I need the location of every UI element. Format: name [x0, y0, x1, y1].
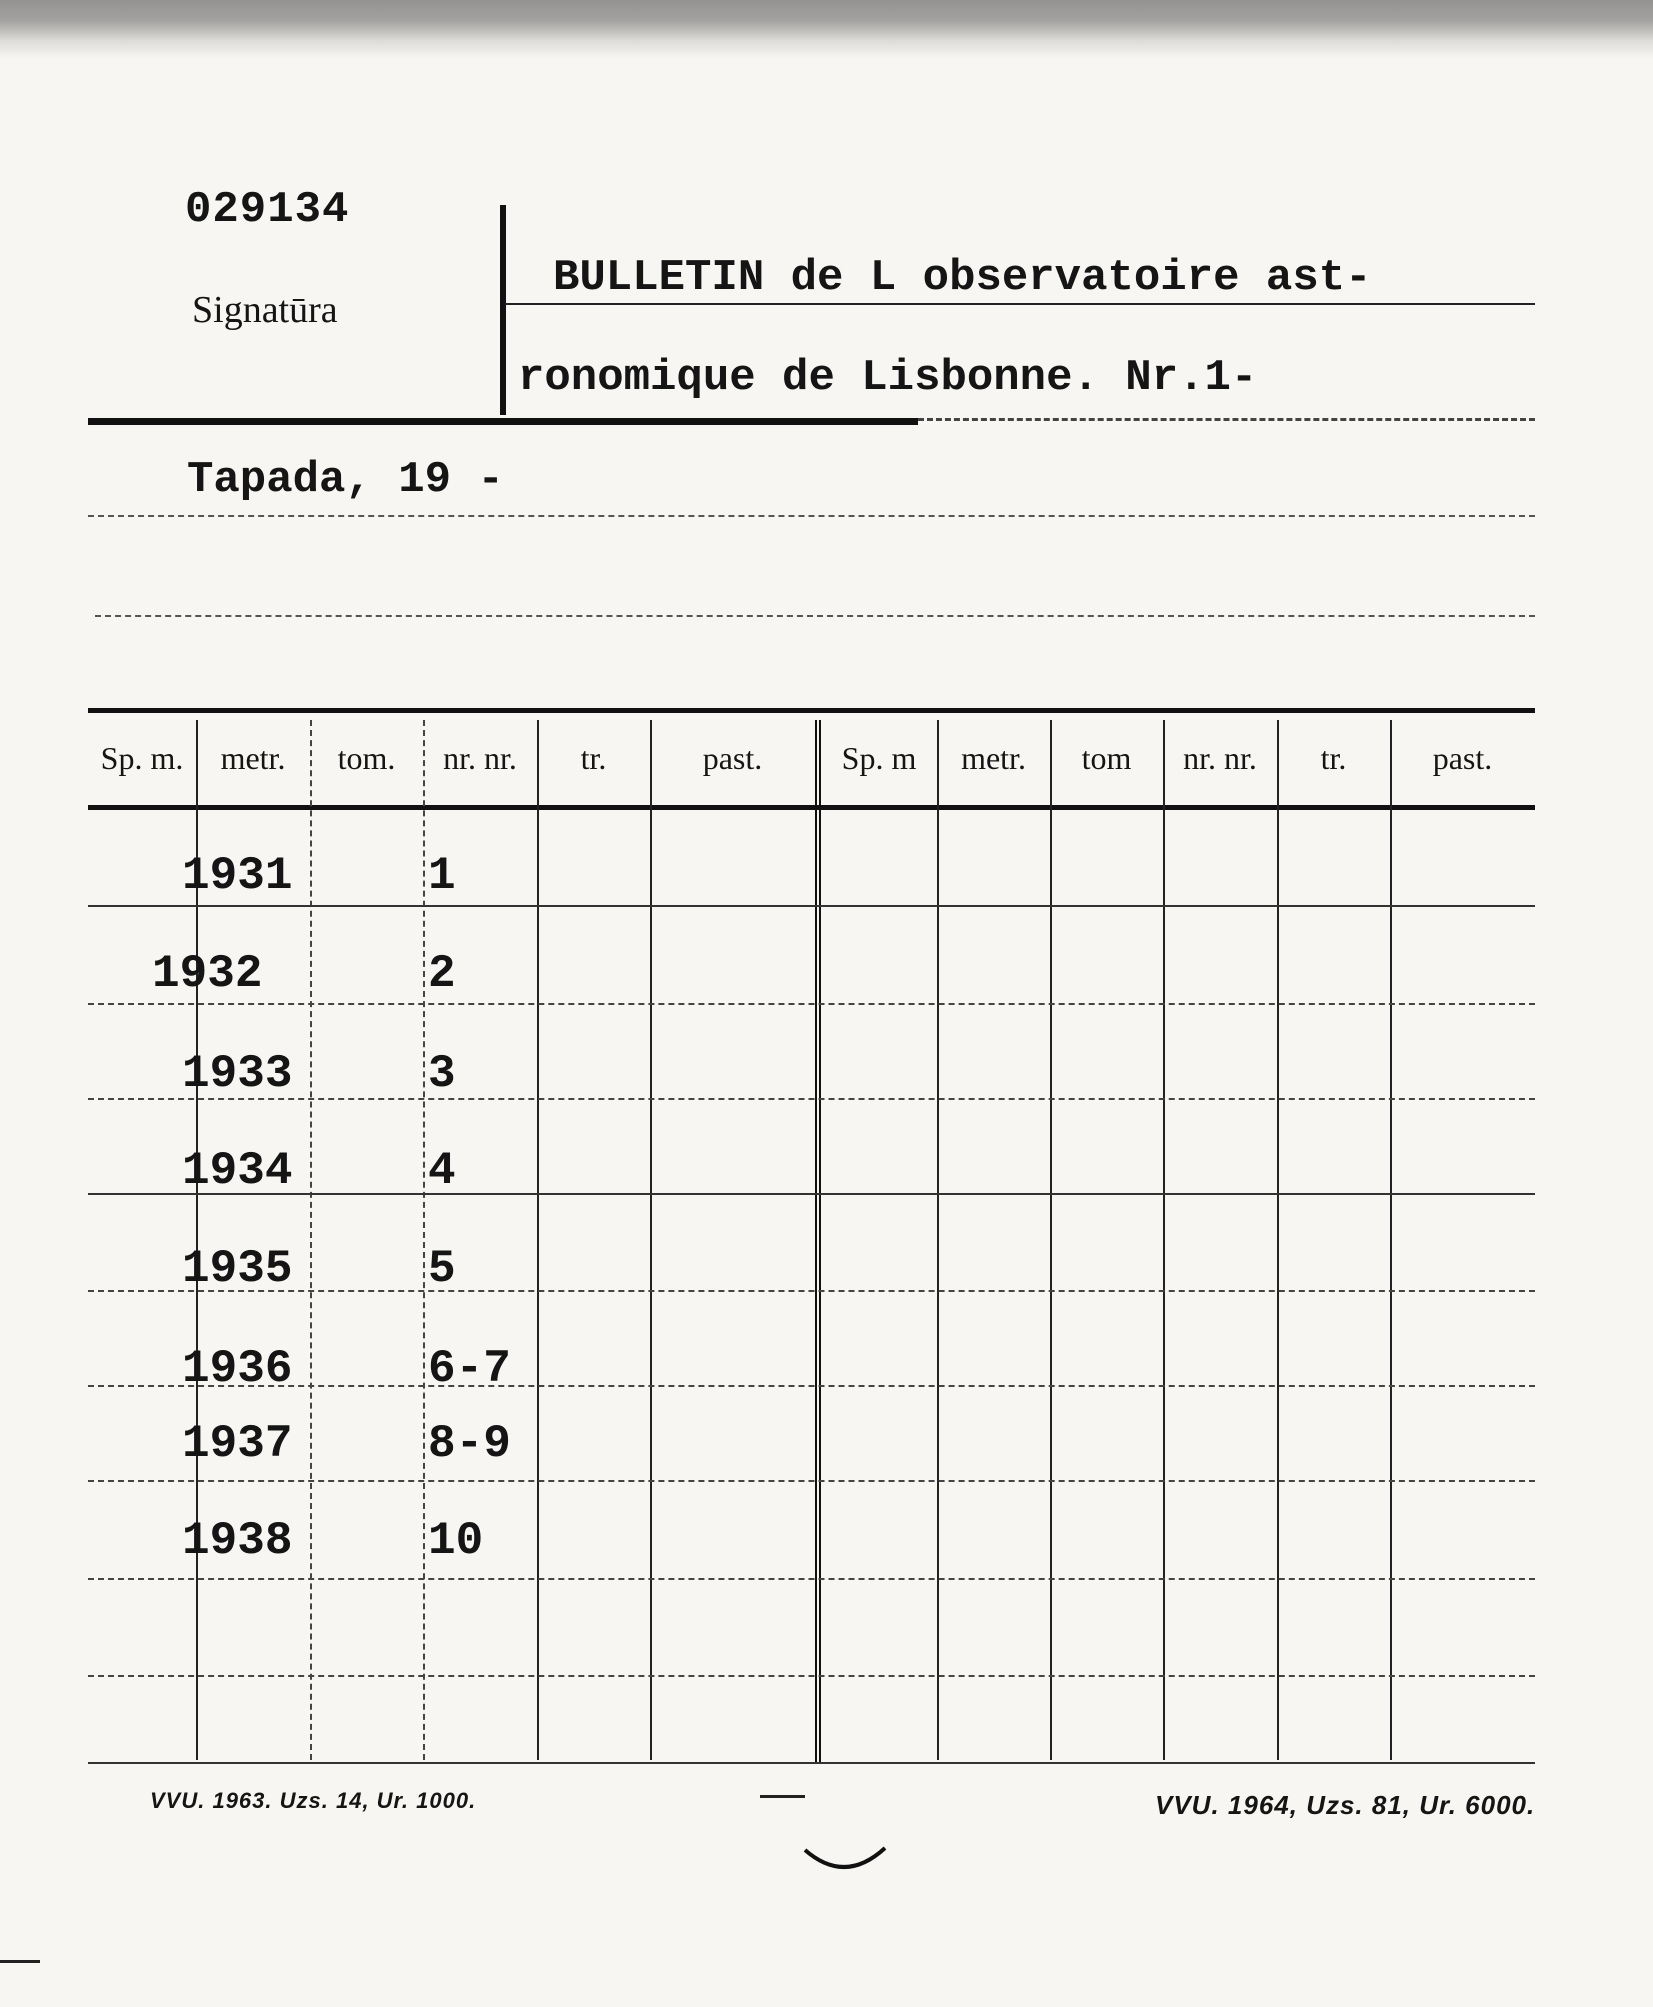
col-line	[310, 720, 312, 1760]
header-sp-m-left: Sp. m.	[100, 740, 184, 776]
col-line	[1390, 720, 1392, 1760]
row-rule	[88, 1578, 1535, 1580]
note-left: VVU. 1963. Uzs. 14, Ur. 1000.	[150, 1788, 477, 1813]
blank-rule	[95, 615, 1535, 617]
header-tom-left: tom.	[337, 740, 396, 776]
col-line	[1050, 720, 1052, 1760]
row-year-1933: 1933	[182, 1048, 293, 1100]
row-nr-3: 3	[428, 1048, 456, 1100]
col-line	[650, 720, 652, 1760]
stray-dash-bottom	[0, 1960, 40, 1963]
title-line-2: ronomique de Lisbonne. Nr.1-	[518, 353, 1258, 403]
row-rule	[88, 1675, 1535, 1677]
col-line	[937, 720, 939, 1760]
note-right: VVU. 1964, Uzs. 81, Ur. 6000.	[1155, 1790, 1536, 1820]
row-nr-4: 4	[428, 1145, 456, 1197]
row-year-1932: 1932	[152, 948, 263, 1000]
table-bottom-rule	[88, 1762, 1535, 1764]
title-line-1: BULLETIN de L observatoire ast-	[553, 253, 1372, 303]
row-nr-5: 5	[428, 1243, 456, 1295]
row-year-1935: 1935	[182, 1243, 293, 1295]
row-nr-8-9: 8-9	[428, 1418, 511, 1470]
table-header-rule	[88, 805, 1535, 810]
header-metr-left: metr.	[220, 740, 286, 776]
row-year-1931: 1931	[182, 850, 293, 902]
row-rule	[88, 1003, 1535, 1005]
row-rule	[88, 1290, 1535, 1292]
catalog-number: 029134	[185, 185, 350, 235]
subtitle-rule	[88, 515, 1535, 517]
header-metr-right: metr.	[961, 740, 1026, 776]
header-bottom-rule-faint	[918, 418, 1535, 421]
col-line	[423, 720, 425, 1760]
header-tr-left: tr.	[580, 740, 607, 776]
col-line	[537, 720, 539, 1760]
row-rule	[88, 1480, 1535, 1482]
header-nr-nr-right: nr. nr.	[1183, 740, 1257, 776]
row-rule	[88, 1193, 1535, 1195]
signature-label: Signatūra	[192, 289, 338, 331]
header-nr-nr-left: nr. nr.	[443, 740, 517, 776]
table-center-divider	[815, 720, 821, 1762]
table-top-rule	[88, 708, 1535, 713]
row-year-1938: 1938	[182, 1515, 293, 1567]
header-tom-right: tom	[1081, 740, 1132, 776]
torn-top-edge-mask	[0, 0, 1653, 70]
header-past-left: past.	[702, 740, 763, 776]
row-nr-6-7: 6-7	[428, 1343, 511, 1395]
row-year-1934: 1934	[182, 1145, 293, 1197]
header-bottom-rule	[88, 418, 918, 425]
scribble-mark	[800, 1840, 890, 1890]
row-nr-10: 10	[428, 1515, 484, 1567]
header-sp-m-right: Sp. m	[841, 740, 917, 776]
scribble-stroke	[805, 1848, 885, 1867]
subtitle-place-year: Tapada, 19 -	[187, 455, 504, 505]
stray-dash	[760, 1795, 805, 1798]
header-past-right: past.	[1432, 740, 1493, 776]
col-line	[1163, 720, 1165, 1760]
title-underline-1	[505, 303, 1535, 305]
col-line	[1277, 720, 1279, 1760]
row-nr-2: 2	[428, 948, 456, 1000]
row-rule	[88, 905, 1535, 907]
header-tr-right: tr.	[1320, 740, 1347, 776]
row-year-1937: 1937	[182, 1418, 293, 1470]
row-rule	[88, 1385, 1535, 1387]
header-divider-vertical	[500, 205, 506, 415]
row-nr-1: 1	[428, 850, 456, 902]
row-year-1936: 1936	[182, 1343, 293, 1395]
row-rule	[88, 1098, 1535, 1100]
